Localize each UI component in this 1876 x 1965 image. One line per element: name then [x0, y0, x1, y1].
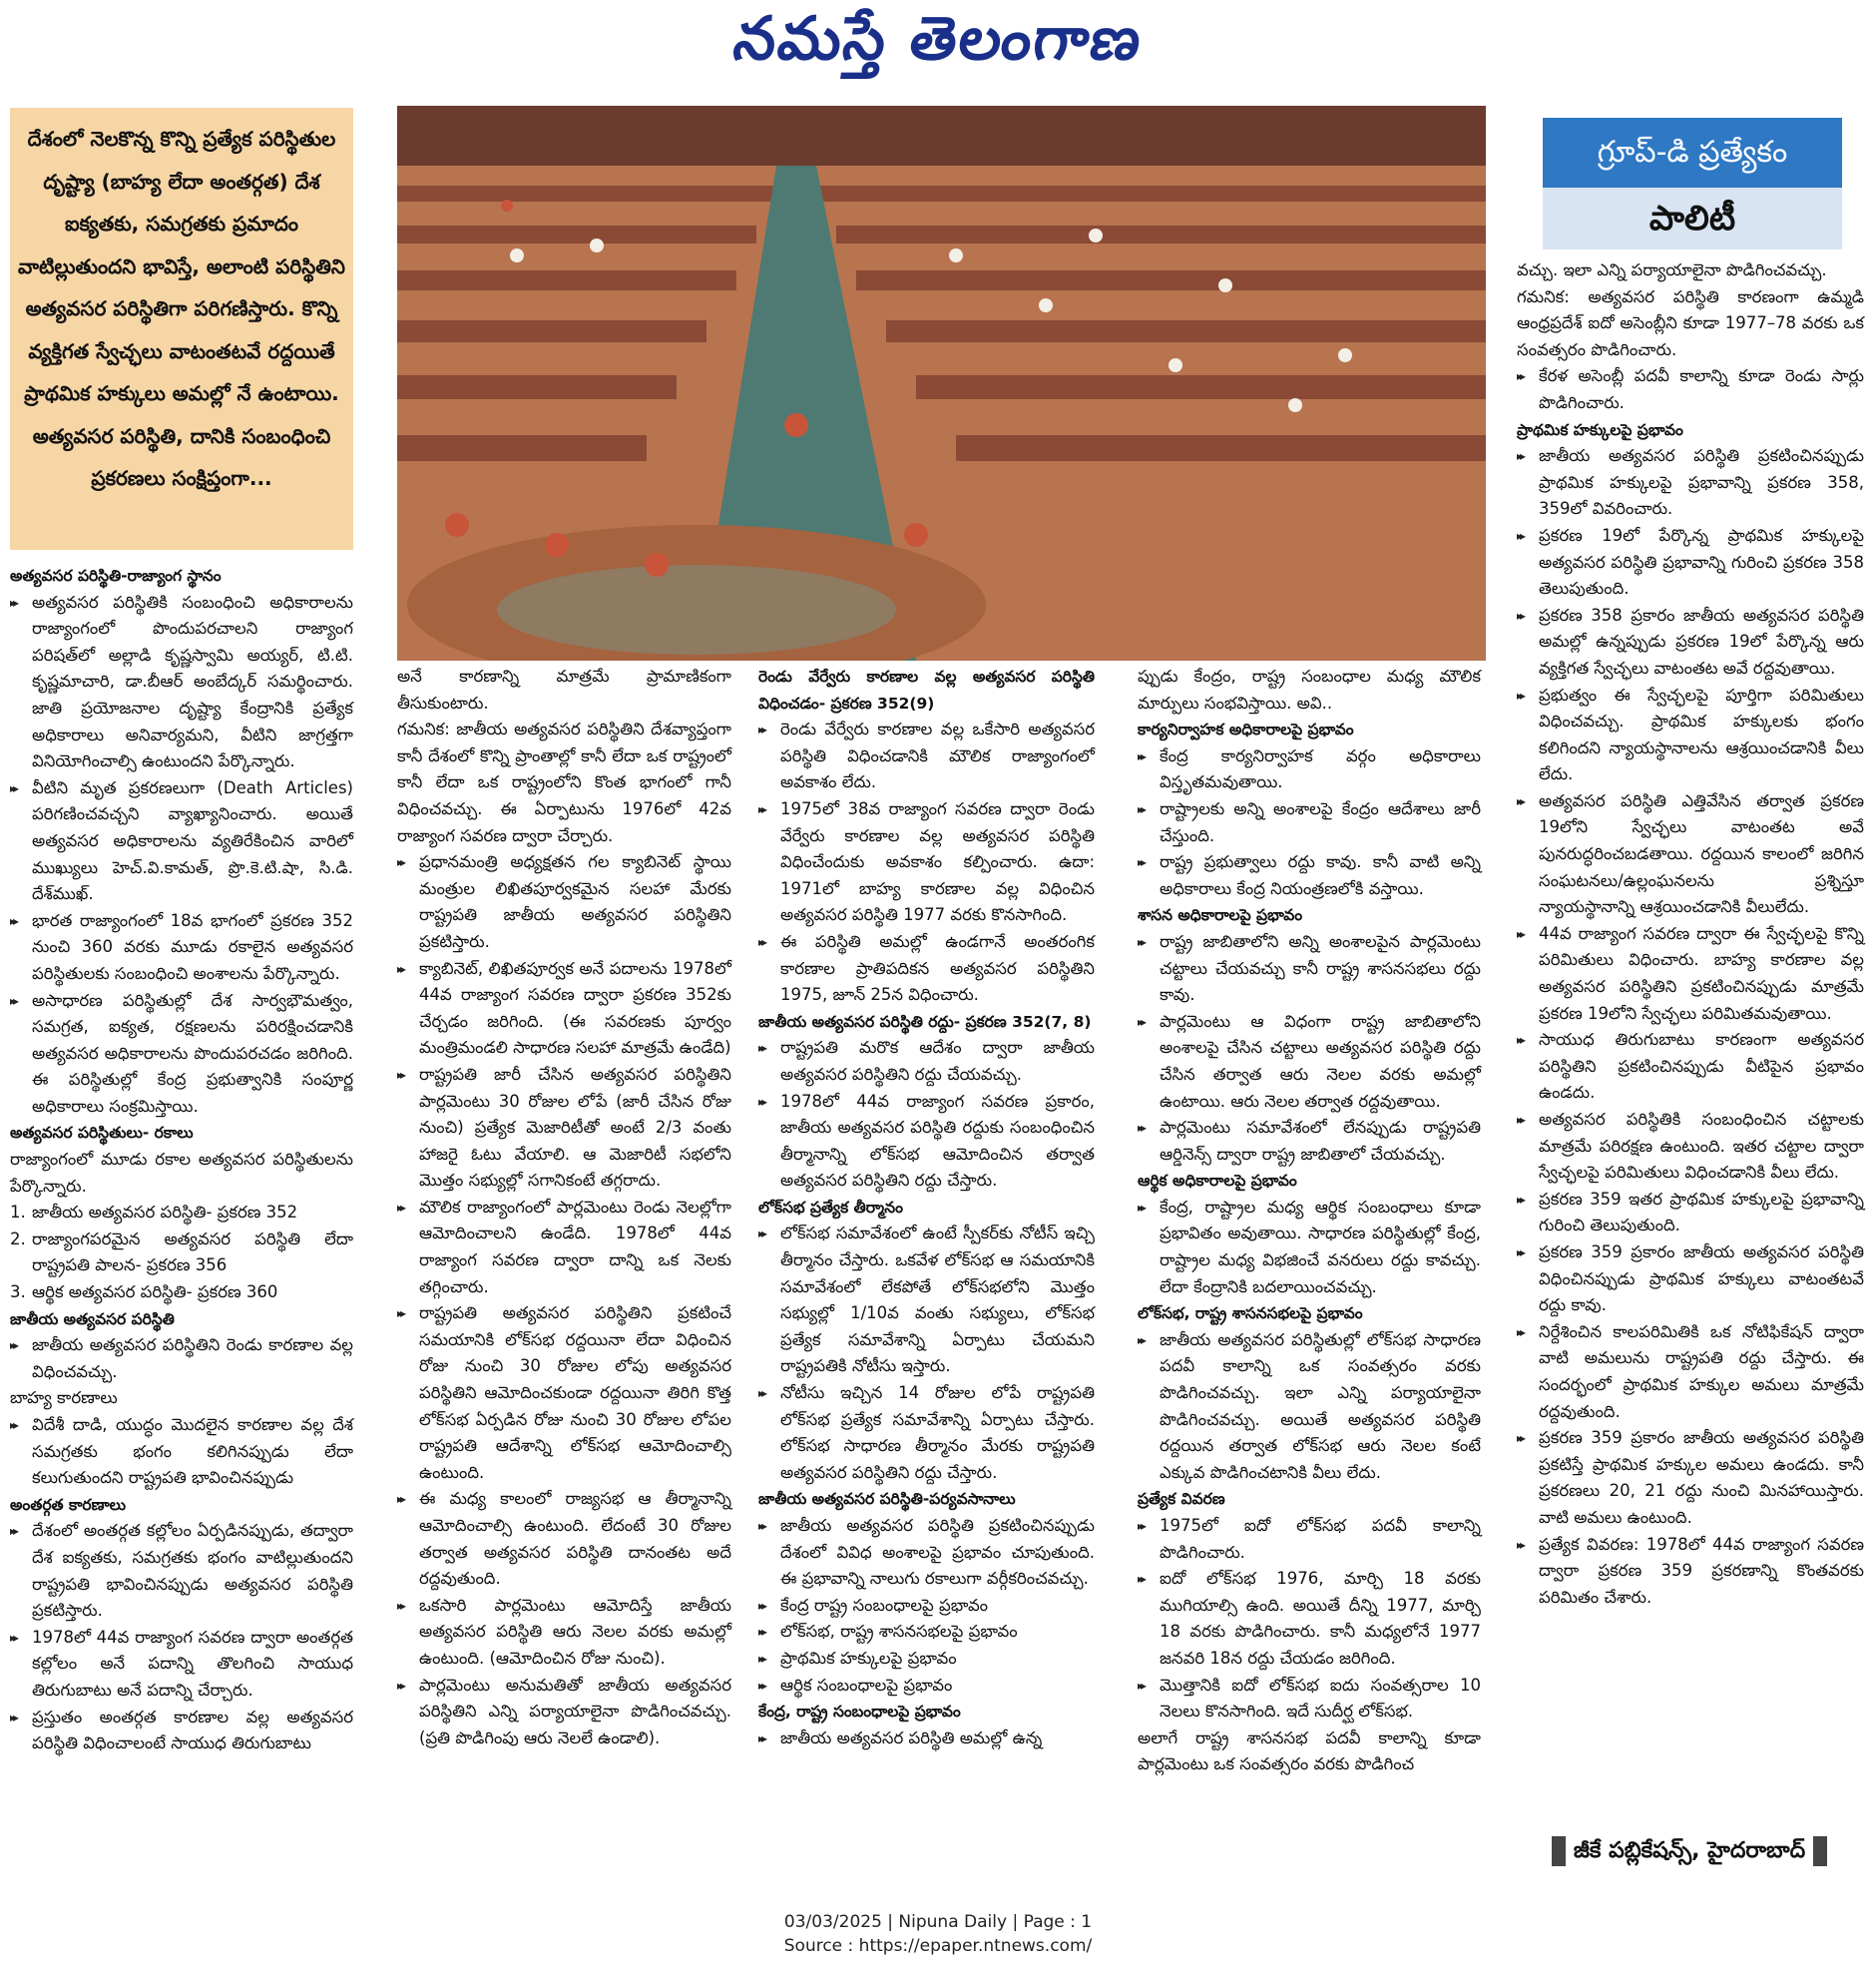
bullet-paragraph: ▸▸ మౌలిక రాజ్యాంగంలో పార్లమెంటు రెండు నెలల్లోగా ఆమోదించాలని ఉండేది. 1978లో 44వ రాజ్యాంగ సవరణ ద్వారా దాన్ని ఒక నెలకు తగ్గించారు.	[397, 1195, 731, 1300]
column-1	[10, 563, 353, 1757]
bullet-paragraph: ▸▸ జాతీయ అత్యవసర పరిస్థితిని రెండు కారణాల వల్ల విధించవచ్చు.	[10, 1332, 353, 1385]
bullet-paragraph: ▸▸ భారత రాజ్యాంగంలో 18వ భాగంలో ప్రకరణ 352 నుంచి 360 వరకు మూడు రకాలైన అత్యవసర పరిస్థితులకు సంబంధించి అంశాలను పేర్కొన్నారు.	[10, 908, 353, 988]
masthead	[0, 0, 1876, 90]
bullet-paragraph: ▸▸ ప్రధానమంత్రి అధ్యక్షతన గల క్యాబినెట్ స్థాయి మంత్రుల లిఖితపూర్వకమైన సలహా మేరకు రాష్ట్రపతి జాతీయ అత్యవసర పరిస్థితిని ప్రకటిస్తారు.	[397, 849, 731, 955]
bullet-paragraph: ▸▸ ఐదో లోక్‌సభ 1976, మార్చి 18 వరకు ముగియాల్సి ఉంది. అయితే దీన్ని 1977, మార్చి 18 వరకు పొడిగించారు. కానీ మధ్యలోనే 1977 జనవరి 18న రద్దు చేయడం జరిగింది.	[1138, 1566, 1481, 1672]
bullet-paragraph: ▸▸ రాష్ట్ర జాబితాలోని అన్ని అంశాలపైన పార్లమెంటు చట్టాలు చేయవచ్చు కానీ రాష్ట్ర శాసనసభలు రద్దు కావు.	[1138, 929, 1481, 1009]
item-text: ఆర్థిక అత్యవసర పరిస్థితి- ప్రకరణ 360	[32, 1282, 278, 1302]
section-heading: అంతర్గత కారణాలు	[10, 1495, 127, 1514]
newspaper-title: నమస్తే తెలంగాణ	[729, 4, 1149, 74]
intro-box: దేశంలో నెలకొన్న కొన్ని ప్రత్యేక పరిస్థితుల దృష్ట్యా (బాహ్య లేదా అంతర్గత) దేశ ఐక్యతకు, సమగ్రతకు ప్రమాదం వాటిల్లుతుందని భావిస్తే, అలాంటి పరిస్థితిని అత్యవసర పరిస్థితిగా పరిగణిస్తారు. కొన్ని వ్యక్తిగత స్వేచ్ఛలు వాటంతటవే రద్దయితే ప్రాథమిక హక్కులు అమల్లో నే ఉంటాయి. అత్యవసర పరిస్థితి, దానికి సంబంధించి ప్రకరణలు సంక్షిప్తంగా...	[10, 108, 353, 550]
section-heading: అత్యవసర పరిస్థితులు- రకాలు	[10, 1124, 194, 1143]
bullet-paragraph: ▸▸ పార్లమెంటు అనుమతితో జాతీయ అత్యవసర పరిస్థితిని ఎన్ని పర్యాయాలైనా పొడిగించవచ్చు. (ప్రతి పొడిగింపు ఆరు నెలలే ఉండాలి).	[397, 1673, 731, 1752]
bullet-paragraph: ▸▸ దేశంలో అంతర్గత కల్లోలం ఏర్పడినప్పుడు, తద్వారా దేశ ఐక్యతకు, సమగ్రతకు భంగం వాటిల్లుతుందని రాష్ట్రపతి భావించినప్పుడు అత్యవసర పరిస్థితి ప్రకటిస్తారు.	[10, 1518, 353, 1624]
bullet-paragraph: ▸▸ అత్యవసర పరిస్థితి ఎత్తివేసిన తర్వాత ప్రకరణ 19లోని స్వేచ్ఛలు వాటంతట అవే పునరుద్ధరించబడతాయి. రద్దయిన కాలంలో జరిగిన సంఘటనలు/ఉల్లంఘనలను ప్రశ్నిస్తూ న్యాయస్థానాన్ని ఆశ్రయించడానికి వీలులేదు.	[1517, 788, 1864, 921]
bullet-paragraph: ▸▸ 44వ రాజ్యాంగ సవరణ ద్వారా ఈ స్వేచ్ఛలపై కొన్ని పరిమితులు విధించారు. బాహ్య కారణాల వల్ల అత్యవసర పరిస్థితిని ప్రకటించినప్పుడు మాత్రమే ప్రకరణ 19లోని స్వేచ్ఛలు పరిమితమవుతాయి.	[1517, 921, 1864, 1027]
bullet-paragraph: ▸▸ ప్రకరణ 358 ప్రకారం జాతీయ అత్యవసర పరిస్థితి అమల్లో ఉన్నప్పుడు ప్రకరణ 19లో పేర్కొన్న ఆరు వ్యక్తిగత స్వేచ్ఛలు వాటంతట అవే రద్దవుతాయి.	[1517, 603, 1864, 683]
bullet-paragraph: ▸▸ రెండు వేర్వేరు కారణాల వల్ల ఒకేసారి అత్యవసర పరిస్థితి విధించడానికి మౌలిక రాజ్యాంగంలో అవకాశం లేదు.	[758, 717, 1095, 796]
bullet-paragraph: ▸▸ రాష్ట్రపతి అత్యవసర పరిస్థితిని ప్రకటించే సమయానికి లోక్‌సభ రద్దయినా లేదా విధించిన రోజు నుంచి 30 రోజుల లోపు అత్యవసర పరిస్థితిని ఆమోదించకుండా రద్దయినా తిరిగి కొత్త లోక్‌సభ ఏర్పడిన రోజు నుంచి 30 రోజుల లోపల రాష్ట్రపతి ఆదేశాన్ని లోక్‌సభ ఆమోదించాల్సి ఉంటుంది.	[397, 1300, 731, 1486]
subject-label: పాలిటీ	[1543, 188, 1842, 249]
item-text: రాజ్యాంగపరమైన అత్యవసర పరిస్థితి లేదా రాష్ట్రపతి పాలన- ప్రకరణ 356	[32, 1228, 353, 1275]
section-heading: జాతీయ అత్యవసర పరిస్థితి	[10, 1309, 175, 1328]
bullet-paragraph: ▸▸ పార్లమెంటు ఆ విధంగా రాష్ట్ర జాబితాలోని అంశాలపై చేసిన చట్టాలు అత్యవసర పరిస్థితి రద్దు చేసిన తర్వాత ఆరు నెలల వరకు అమల్లో ఉంటాయి. ఆరు నెలల తర్వాత రద్దవుతాయి.	[1138, 1009, 1481, 1115]
paragraph: గమనిక: అత్యవసర పరిస్థితి కారణంగా ఉమ్మడి ఆంధ్రప్రదేశ్ ఐదో అసెంబ్లీని కూడా 1977–78 వరకు ఒక సంవత్సరం పొడిగించారు.	[1517, 286, 1864, 359]
section-heading: అత్యవసర పరిస్థితి-రాజ్యాంగ స్థానం	[10, 567, 222, 585]
credit-text: జీకే పబ్లికేషన్స్, హైదరాబాద్	[1573, 1838, 1806, 1863]
column-2	[397, 664, 731, 1751]
section-label	[1543, 118, 1842, 249]
bullet-paragraph: ▸▸ రాష్ట్రాలకు అన్ని అంశాలపై కేంద్రం ఆదేశాలు జారీ చేస్తుంది.	[1138, 796, 1481, 849]
bullet-paragraph: ▸▸ ప్రకరణ 359 ఇతర ప్రాథమిక హక్కులపై ప్రభావాన్ని గురించి తెలుపుతుంది.	[1517, 1187, 1864, 1239]
bullet-paragraph: ▸▸ వీటిని మృత ప్రకరణలుగా (Death Articles) పరిగణించవచ్చని వ్యాఖ్యానించారు. అయితే అత్యవసర అధికారాలను వ్యతిరేకించిన వారిలో ముఖ్యులు హెచ్.వి.కామత్, ప్రొ.కె.టి.షా, సి.డి. దేశ్‌ముఖ్.	[10, 775, 353, 908]
group-label: గ్రూప్-డి ప్రత్యేకం	[1543, 118, 1842, 188]
bullet-paragraph: ▸▸ జాతీయ అత్యవసర పరిస్థితి అమల్లో ఉన్న	[758, 1725, 1095, 1752]
bullet-paragraph: ▸▸ జాతీయ అత్యవసర పరిస్థితుల్లో లోక్‌సభ సాధారణ పదవీ కాలాన్ని ఒక సంవత్సరం వరకు పొడిగించవచ్చు. ఇలా ఎన్ని పర్యాయాలైనా పొడిగించవచ్చు. అయితే అత్యవసర పరిస్థితి రద్దయిన తర్వాత లోక్‌సభ ఆరు నెలల కంటే ఎక్కువ పొడిగించటానికి వీలు లేదు.	[1138, 1327, 1481, 1487]
bullet-paragraph: ▸▸ 1978లో 44వ రాజ్యాంగ సవరణ ప్రకారం, జాతీయ అత్యవసర పరిస్థితి రద్దుకు సంబంధించిన తీర్మానాన్ని లోక్‌సభ ఆమోదించిన తర్వాత అత్యవసర పరిస్థితిని రద్దు చేస్తారు.	[758, 1089, 1095, 1195]
bullet-paragraph: ▸▸ విదేశీ దాడి, యుద్ధం మొదలైన కారణాల వల్ల దేశ సమగ్రతకు భంగం కలిగినప్పుడు లేదా కలుగుతుందని రాష్ట్రపతి భావించినప్పుడు	[10, 1412, 353, 1492]
bullet-paragraph: ▸▸ ఈ మధ్య కాలంలో రాజ్యసభ ఆ తీర్మానాన్ని ఆమోదించాల్సి ఉంటుంది. లేదంటే 30 రోజుల తర్వాత అత్యవసర పరిస్థితి దానంతట అదే రద్దవుతుంది.	[397, 1486, 731, 1592]
bullet-paragraph: ▸▸ కేంద్ర కార్యనిర్వాహక వర్గం అధికారాలు విస్తృతమవుతాయి.	[1138, 743, 1481, 796]
bullet-paragraph: ▸▸ మొత్తానికి ఐదో లోక్‌సభ ఐదు సంవత్సరాల 10 నెలలు కొనసాగింది. ఇదే సుదీర్ఘ లోక్‌సభ.	[1138, 1673, 1481, 1725]
bullet-paragraph: ▸▸ అసాధారణ పరిస్థితుల్లో దేశ సార్వభౌమత్వం, సమగ్రత, ఐక్యత, రక్షణలను పరిరక్షించడానికి అత్యవసర అధికారాలను పొందుపరచడం జరిగింది. ఈ పరిస్థితుల్లో కేంద్ర ప్రభుత్వానికి సంపూర్ణ అధికారాలు సంక్రమిస్తాయి.	[10, 988, 353, 1121]
bullet-paragraph: ▸▸ ప్రభుత్వం ఈ స్వేచ్ఛలపై పూర్తిగా పరిమితులు విధించవచ్చు. ప్రాథమిక హక్కులకు భంగం కలిగిందని న్యాయస్థానాలను ఆశ్రయించడానికి వీలు లేదు.	[1517, 683, 1864, 788]
section-heading: లోక్‌సభ ప్రత్యేక తీర్మానం	[758, 1198, 903, 1217]
bullet-paragraph: ▸▸ అత్యవసర పరిస్థితికి సంబంధించిన చట్టాలకు మాత్రమే పరిరక్షణ ఉంటుంది. ఇతర చట్టాల ద్వారా స్వేచ్ఛలపై పరిమితులు విధించడానికి వీలు లేదు.	[1517, 1107, 1864, 1187]
credit-bar-left	[1552, 1836, 1566, 1866]
footer-date-line: 03/03/2025 | Nipuna Daily | Page : 1	[783, 1912, 1093, 1932]
column-4	[1138, 664, 1481, 1778]
section-heading: ప్రత్యేక వివరణ	[1138, 1490, 1225, 1509]
bullet-paragraph: ▸▸ ప్రకరణ 19లో పేర్కొన్న ప్రాథమిక హక్కులపై అత్యవసర పరిస్థితి ప్రభావాన్ని గురించి ప్రకరణ 358 తెలుపుతుంది.	[1517, 523, 1864, 603]
paragraph: అలాగే రాష్ట్ర శాసనసభ పదవీ కాలాన్ని కూడా పార్లమెంటు ఒక సంవత్సరం వరకు పొడిగించ	[1138, 1727, 1481, 1774]
bullet-paragraph: ▸▸ ప్రాథమిక హక్కులపై ప్రభావం	[758, 1646, 1095, 1673]
item-text: జాతీయ అత్యవసర పరిస్థితి- ప్రకరణ 352	[32, 1203, 298, 1223]
bullet-paragraph: ▸▸ నిర్దేశించిన కాలపరిమితికి ఒక నోటిఫికేషన్ ద్వారా వాటి అమలును రాష్ట్రపతి రద్దు చేస్తారు. ఈ సందర్భంలో ప్రాథమిక హక్కుల అమలు మాత్రమే రద్దవుతుంది.	[1517, 1319, 1864, 1425]
bullet-paragraph: ▸▸ నోటీసు ఇచ్చిన 14 రోజుల లోపే రాష్ట్రపతి లోక్‌సభ ప్రత్యేక సమావేశాన్ని ఏర్పాటు చేస్తారు. లోక్‌సభ సాధారణ తీర్మానం మేరకు రాష్ట్రపతి అత్యవసర పరిస్థితిని రద్దు చేస్తారు.	[758, 1380, 1095, 1486]
bullet-paragraph: ▸▸ కేంద్ర, రాష్ట్రాల మధ్య ఆర్థిక సంబంధాలు కూడా ప్రభావితం అవుతాయి. సాధారణ పరిస్థితుల్లో కేంద్ర, రాష్ట్రాల మధ్య విభజించే వనరులు రద్దు కావచ్చు. లేదా కేంద్రానికి బదలాయించవచ్చు.	[1138, 1195, 1481, 1300]
section-heading: ఆర్థిక అధికారాలపై ప్రభావం	[1138, 1172, 1297, 1191]
item-number: 3.	[10, 1282, 26, 1302]
bullet-paragraph: ▸▸ లోక్‌సభ సమావేశంలో ఉంటే స్పీకర్‌కు నోటీస్ ఇచ్చి తీర్మానం చేస్తారు. ఒకవేళ లోక్‌సభ ఆ సమయానికి సమావేశంలో లేకపోతే లోక్‌సభలోని మొత్తం సభ్యుల్లో 1/10వ వంతు సభ్యులు, లోక్‌సభ ప్రత్యేక సమావేశాన్ని ఏర్పాటు చేయమని రాష్ట్రపతికి నోటీసు ఇస్తారు.	[758, 1221, 1095, 1380]
parliament-photo-image	[397, 106, 1486, 661]
column-5	[1517, 257, 1864, 1611]
page-footer	[0, 1910, 1876, 1958]
section-heading: శాసన అధికారాలపై ప్రభావం	[1138, 906, 1303, 925]
bullet-paragraph: ▸▸ రాష్ట్రపతి మరొక ఆదేశం ద్వారా జాతీయ అత్యవసర పరిస్థితిని రద్దు చేయవచ్చు.	[758, 1035, 1095, 1088]
bullet-paragraph: ▸▸ ప్రకరణ 359 ప్రకారం జాతీయ అత్యవసర పరిస్థితి విధించినప్పుడు ప్రాథమిక హక్కులు వాటంతటవే రద్దు కావు.	[1517, 1239, 1864, 1319]
section-heading: రెండు వేర్వేరు కారణాల వల్ల అత్యవసర పరిస్థితి విధించడం- ప్రకరణ 352(9)	[758, 668, 1095, 713]
bullet-paragraph: ▸▸ 1978లో 44వ రాజ్యాంగ సవరణ ద్వారా అంతర్గత కల్లోలం అనే పదాన్ని తొలగించి సాయుధ తిరుగుబాటు అనే పదాన్ని చేర్చారు.	[10, 1625, 353, 1705]
bullet-paragraph: ▸▸ సాయుధ తిరుగుబాటు కారణంగా అత్యవసర పరిస్థితిని ప్రకటించినప్పుడు వీటిపైన ప్రభావం ఉండదు.	[1517, 1027, 1864, 1107]
bullet-paragraph: ▸▸ ఆర్థిక సంబంధాలపై ప్రభావం	[758, 1673, 1095, 1700]
item-number: 2.	[10, 1228, 26, 1248]
numbered-item	[10, 1227, 353, 1279]
numbered-item	[10, 1279, 353, 1306]
bullet-paragraph: ▸▸ క్యాబినెట్, లిఖితపూర్వక అనే పదాలను 1978లో 44వ రాజ్యాంగ సవరణ ద్వారా ప్రకరణ 352కు చేర్చడం జరిగింది. (ఈ సవరణకు పూర్వం మంత్రిమండలి సాధారణ సలహా మాత్రమే ఉండేది)	[397, 956, 731, 1062]
bullet-paragraph: ▸▸ జాతీయ అత్యవసర పరిస్థితి ప్రకటించినప్పుడు దేశంలో వివిధ అంశాలపై ప్రభావం చూపుతుంది. ఈ ప్రభావాన్ని నాలుగు రకాలుగా వర్గీకరించవచ్చు.	[758, 1513, 1095, 1593]
bullet-paragraph: ▸▸ పార్లమెంటు సమావేశంలో లేనప్పుడు రాష్ట్రపతి ఆర్డినెన్స్ ద్వారా రాష్ట్ర జాబితాలో చేయవచ్చు.	[1138, 1115, 1481, 1168]
bullet-paragraph: ▸▸ జాతీయ అత్యవసర పరిస్థితి ప్రకటించినప్పుడు ప్రాథమిక హక్కులపై ప్రభావాన్ని ప్రకరణ 358, 359లో వివరించారు.	[1517, 443, 1864, 523]
column-3	[758, 664, 1095, 1751]
paragraph: ప్పుడు కేంద్రం, రాష్ట్ర సంబంధాల మధ్య మౌలిక మార్పులు సంభవిస్తాయి. అవి..	[1138, 667, 1481, 713]
footer-source-link[interactable]: Source : https://epaper.ntnews.com/	[783, 1936, 1093, 1956]
bullet-paragraph: ▸▸ అత్యవసర పరిస్థితికి సంబంధించి అధికారాలను రాజ్యాంగంలో పొందుపరచాలని రాజ్యాంగ పరిషత్‌లో అల్లాడి కృష్ణస్వామి అయ్యర్, టి.టి. కృష్ణమాచారి, డా.బీఆర్ అంబేద్కర్ సమర్థించారు. జాతి ప్రయోజనాల దృష్ట్యా కేంద్రానికి ప్రత్యేక అధికారాలు అనివార్యమని, వీటిని జాగ్రత్తగా వినియోగించాల్సి ఉంటుందని పేర్కొన్నారు.	[10, 590, 353, 775]
bullet-paragraph: ▸▸ ఒకసారి పార్లమెంటు ఆమోదిస్తే జాతీయ అత్యవసర పరిస్థితి ఆరు నెలల వరకు అమల్లో ఉంటుంది. (ఆమోదించిన రోజు నుంచి).	[397, 1593, 731, 1673]
section-heading: జాతీయ అత్యవసర పరిస్థితి రద్దు- ప్రకరణ 352(7, 8)	[758, 1012, 1092, 1031]
bullet-paragraph: ▸▸ 1975లో 38వ రాజ్యాంగ సవరణ ద్వారా రెండు వేర్వేరు కారణాల వల్ల అత్యవసర పరిస్థితి విధించేందుకు అవకాశం కల్పించారు. ఉదా: 1971లో బాహ్య కారణాల వల్ల విధించిన అత్యవసర పరిస్థితి 1977 వరకు కొనసాగింది.	[758, 796, 1095, 929]
bullet-paragraph: ▸▸ ఈ పరిస్థితి అమల్లో ఉండగానే అంతరంగిక కారణాల ప్రాతిపదికన అత్యవసర పరిస్థితిని 1975, జూన్ 25న విధించారు.	[758, 929, 1095, 1009]
paragraph: అనే కారణాన్ని మాత్రమే ప్రామాణికంగా తీసుకుంటారు.	[397, 667, 731, 713]
section-heading: లోక్‌సభ, రాష్ట్ర శాసనసభలపై ప్రభావం	[1138, 1304, 1363, 1323]
section-heading: కార్యనిర్వాహక అధికారాలపై ప్రభావం	[1138, 721, 1354, 739]
publisher-credit	[1525, 1832, 1854, 1870]
paragraph: రాజ్యాంగంలో మూడు రకాల అత్యవసర పరిస్థితులను పేర్కొన్నారు.	[10, 1150, 353, 1196]
section-heading: జాతీయ అత్యవసర పరిస్థితి-పర్యవసానాలు	[758, 1490, 1016, 1509]
bullet-paragraph: ▸▸ లోక్‌సభ, రాష్ట్ర శాసనసభలపై ప్రభావం	[758, 1619, 1095, 1646]
bullet-paragraph: ▸▸ రాష్ట్రపతి జారీ చేసిన అత్యవసర పరిస్థితిని పార్లమెంటు 30 రోజుల లోపే (జారీ చేసిన రోజు నుంచి) ప్రత్యేక మెజారిటీతో అంటే 2/3 వంతు హాజరై ఓటు వేయాలి. ఆ మెజారిటీ సభలోని మొత్తం సభ్యుల్లో సగానికంటే తగ్గరాదు.	[397, 1062, 731, 1195]
paragraph: బాహ్య కారణాలు	[10, 1388, 118, 1408]
bullet-paragraph: ▸▸ కేంద్ర రాష్ట్ర సంబంధాలపై ప్రభావం	[758, 1593, 1095, 1620]
bullet-paragraph: ▸▸ ప్రస్తుతం అంతర్గత కారణాల వల్ల అత్యవసర పరిస్థితి విధించాలంటే సాయుధ తిరుగుబాటు	[10, 1705, 353, 1757]
numbered-item	[10, 1200, 353, 1227]
bullet-paragraph: ▸▸ ప్రత్యేక వివరణ: 1978లో 44వ రాజ్యాంగ సవరణ ద్వారా ప్రకరణ 359 ప్రకరణాన్ని కొంతవరకు పరిమితం చేశారు.	[1517, 1532, 1864, 1612]
bullet-paragraph: ▸▸ కేరళ అసెంబ్లీ పదవీ కాలాన్ని కూడా రెండు సార్లు పొడిగించారు.	[1517, 363, 1864, 416]
section-heading: కేంద్ర, రాష్ట్ర సంబంధాలపై ప్రభావం	[758, 1703, 961, 1721]
bullet-paragraph: ▸▸ ప్రకరణ 359 ప్రకారం జాతీయ అత్యవసర పరిస్థితి ప్రకటిస్తే ప్రాథమిక హక్కుల అమలు ఉండదు. కానీ ప్రకరణలు 20, 21 రద్దు నుంచి మినహాయిస్తారు. వాటి అమలు ఉంటుంది.	[1517, 1425, 1864, 1531]
paragraph: వచ్చు. ఇలా ఎన్ని పర్యాయాలైనా పొడిగించవచ్చు.	[1517, 260, 1827, 279]
paragraph: గమనిక: జాతీయ అత్యవసర పరిస్థితిని దేశవ్యాప్తంగా కానీ దేశంలో కొన్ని ప్రాంతాల్లో కానీ లేదా ఒక రాష్ట్రంలో కానీ లేదా ఒక రాష్ట్రంలోని కొంత భాగంలో గానీ విధించవచ్చు. ఈ ఏర్పాటును 1976లో 42వ రాజ్యాంగ సవరణ ద్వారా చేర్చారు.	[397, 720, 731, 845]
credit-bar-right	[1813, 1836, 1827, 1866]
bullet-paragraph: ▸▸ రాష్ట్ర ప్రభుత్వాలు రద్దు కావు. కానీ వాటి అన్ని అధికారాలు కేంద్ర నియంత్రణలోకి వస్తాయి.	[1138, 849, 1481, 902]
item-number: 1.	[10, 1203, 26, 1223]
parliament-photo	[397, 106, 1486, 661]
section-heading: ప్రాథమిక హక్కులపై ప్రభావం	[1517, 420, 1683, 439]
bullet-paragraph: ▸▸ 1975లో ఐదో లోక్‌సభ పదవీ కాలాన్ని పొడిగించారు.	[1138, 1513, 1481, 1566]
